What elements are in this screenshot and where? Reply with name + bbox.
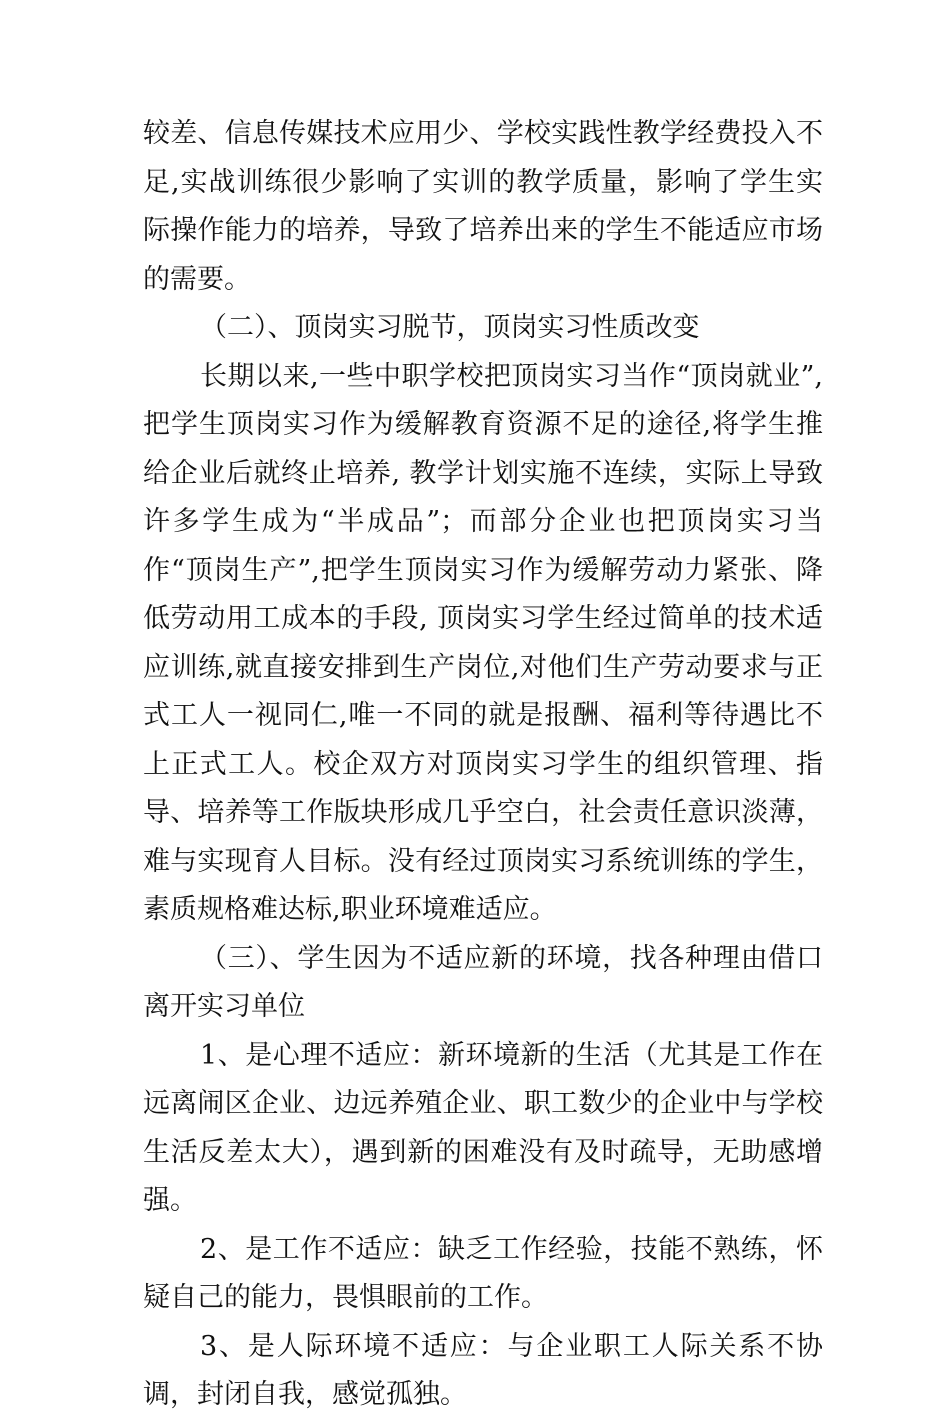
paragraph-continuation: 较差、信息传媒技术应用少、学校实践性教学经费投入不足,实战训练很少影响了实训的教学质量，影响了学生实际操作能力的培养，导致了培养出来的学生不能适应市场的需要。 [143, 118, 823, 295]
list-item-interpersonal: 3、是人际环境不适应：与企业职工人际关系不协调，封闭自我，感觉孤独。 [143, 1330, 823, 1410]
document-body [143, 110, 823, 1420]
list-item-psychological: 1、是心理不适应：新环境新的生活（尤其是工作在远离闹区企业、边远养殖企业、职工数少的企业中与学校生活反差太大），遇到新的困难没有及时疏导，无助感增强。 [143, 1039, 823, 1216]
paragraph-internship-issues: 长期以来,一些中职学校把顶岗实习当作“顶岗就业”,把学生顶岗实习作为缓解教育资源不足的途径,将学生推给企业后就终止培养, 教学计划实施不连续，实际上导致许多学生成为“半成品”；而部分企业也把顶岗实习当作“顶岗生产”,把学生顶岗实习作为缓解劳动力紧张、降低劳动用工成本的手段, 顶岗实习学生经过简单的技术适应训练,就直接安排到生产岗位,对他们生产劳动要求与正式工人一视同仁,唯一不同的就是报酬、福利等待遇比不上正式工人。校企双方对顶岗实习学生的组织管理、指导、培养等工作版块形成几乎空白，社会责任意识淡薄，难与实现育人目标。没有经过顶岗实习系统训练的学生，素质规格难达标,职业环境难适应。 [143, 360, 823, 925]
list-item-work: 2、是工作不适应：缺乏工作经验，技能不熟练，怀疑自己的能力，畏惧眼前的工作。 [143, 1233, 823, 1313]
section-heading-two: （二）、顶岗实习脱节，顶岗实习性质改变 [200, 312, 700, 343]
section-heading-three: （三）、学生因为不适应新的环境，找各种理由借口离开实习单位 [143, 942, 823, 1022]
